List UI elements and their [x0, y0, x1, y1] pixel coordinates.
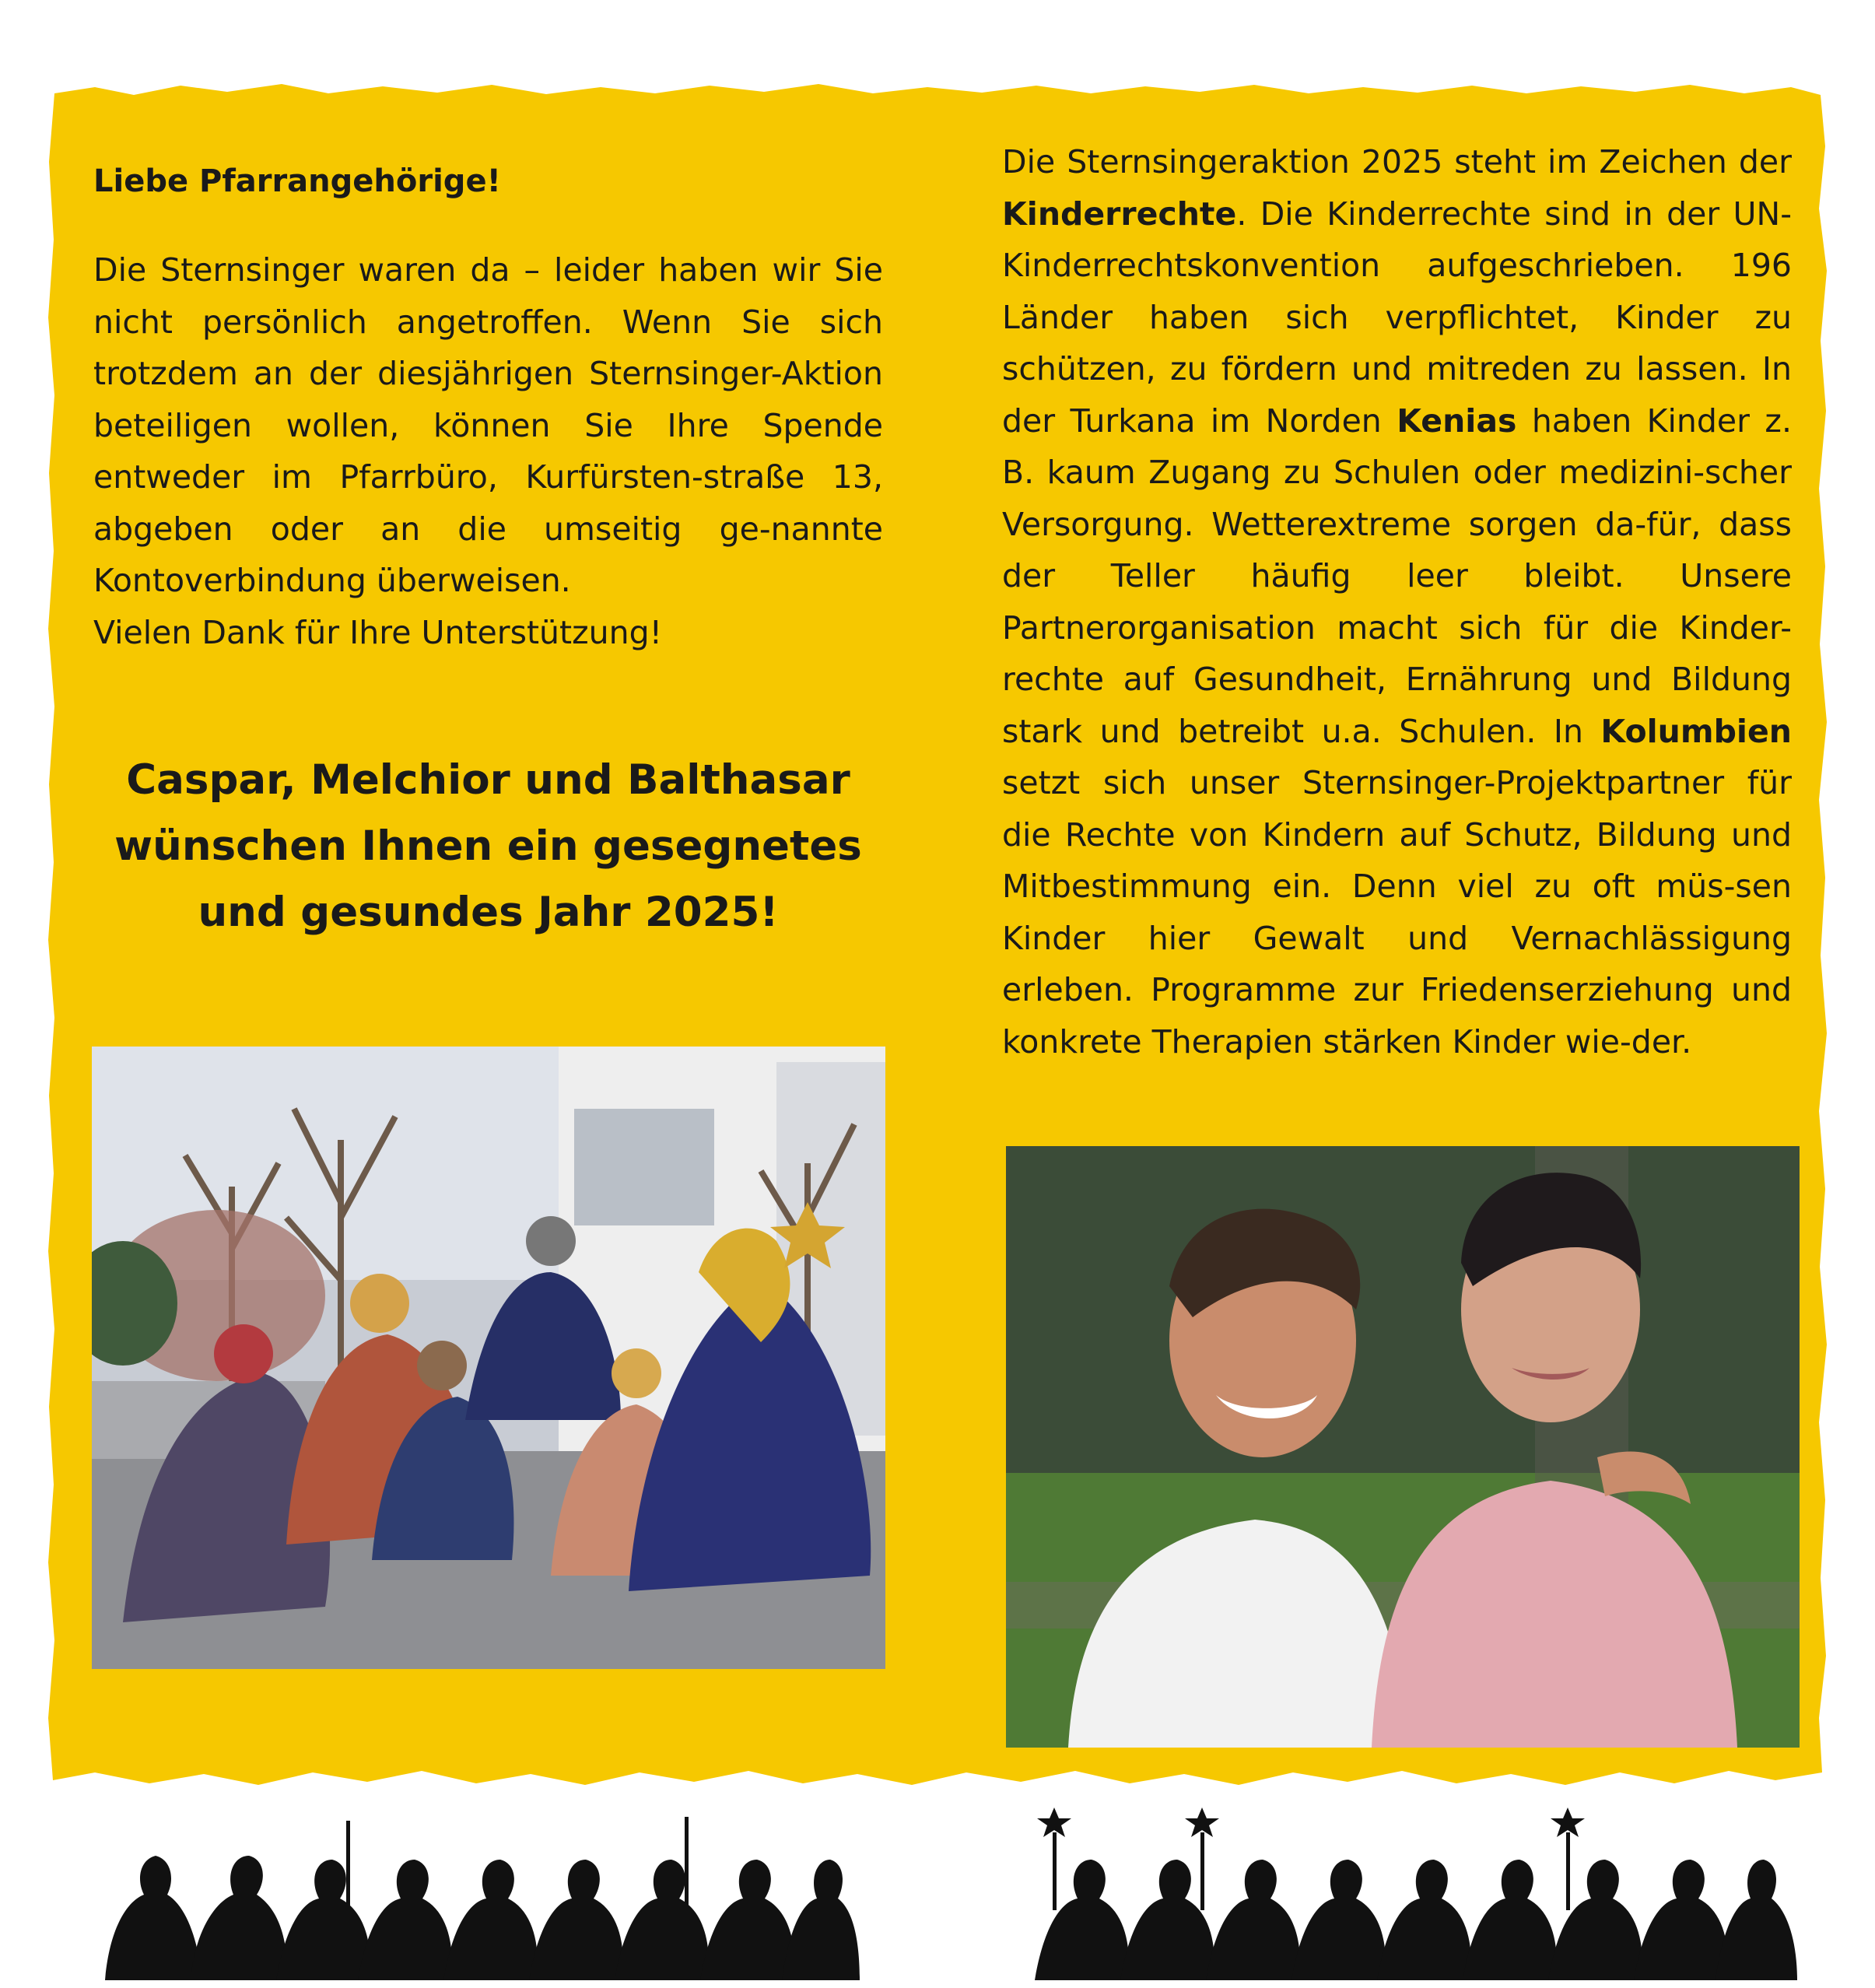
- highlight-kolumbien: Kolumbien: [1600, 712, 1792, 750]
- right-text-part-4: setzt sich unser Sternsinger-Projektpartner für die Rechte von Kindern auf Schutz, Bildung und Mitbestimmung ein. Denn viel zu oft müs-sen Kinder hier Gewalt und Vernachlässigung erleben. Programme zur Friedenserziehung und konkrete Therapien stärken Kinder wie-der.: [1002, 764, 1792, 1061]
- children-portrait-photo: [1006, 1146, 1800, 1748]
- highlight-kinderrechte: Kinderrechte: [1002, 195, 1237, 233]
- right-body-text: [1002, 136, 1792, 1068]
- right-text-part-1: Die Sternsingeraktion 2025 steht im Zeichen der: [1002, 143, 1792, 181]
- carol-singers-photo: [92, 1047, 885, 1669]
- greeting-heading: Liebe Pfarrangehörige!: [93, 163, 501, 199]
- left-body-text: Die Sternsinger waren da – leider haben wir Sie nicht persönlich angetroffen. Wenn Sie sich trotzdem an der diesjährigen Sternsinger-Aktion beteiligen wollen, können Sie Ihre Spende entweder im Pfarrbüro, Kurfürsten-straße 13, abgeben oder an die umseitig ge-nannte Kontoverbindung überweisen.: [93, 251, 883, 599]
- blessing-heading: [93, 747, 883, 945]
- right-text-part-3: haben Kinder z. B. kaum Zugang zu Schulen oder medizini-scher Versorgung. Wetterextreme sorgen da-für, dass der Teller häufig leer bleibt. Unsere Partnerorganisation macht sich für die Kinder-rechte auf Gesundheit, Ernährung und Bildung stark und betreibt u.a. Schulen. In: [1002, 401, 1792, 750]
- highlight-kenias: Kenias: [1397, 401, 1517, 440]
- thanks-line: Vielen Dank für Ihre Unterstützung!: [93, 613, 663, 651]
- blessing-line-3: und gesundes Jahr 2025!: [198, 889, 779, 936]
- sternsinger-silhouettes-right: [1023, 1801, 1801, 1988]
- blessing-line-2: wünschen Ihnen ein gesegnetes: [114, 822, 862, 870]
- sternsinger-silhouettes-left: [89, 1801, 864, 1988]
- left-column: [93, 163, 883, 658]
- right-column: [1002, 136, 1792, 1068]
- blessing-line-1: Caspar, Melchior und Balthasar: [126, 756, 850, 804]
- right-text-part-2: . Die Kinderrechte sind in der UN-Kinderrechtskonvention aufgeschrieben. 196 Länder haben sich verpflichtet, Kinder zu schützen, zu fördern und mitreden zu lassen. In der Turkana im Norden: [1002, 195, 1792, 440]
